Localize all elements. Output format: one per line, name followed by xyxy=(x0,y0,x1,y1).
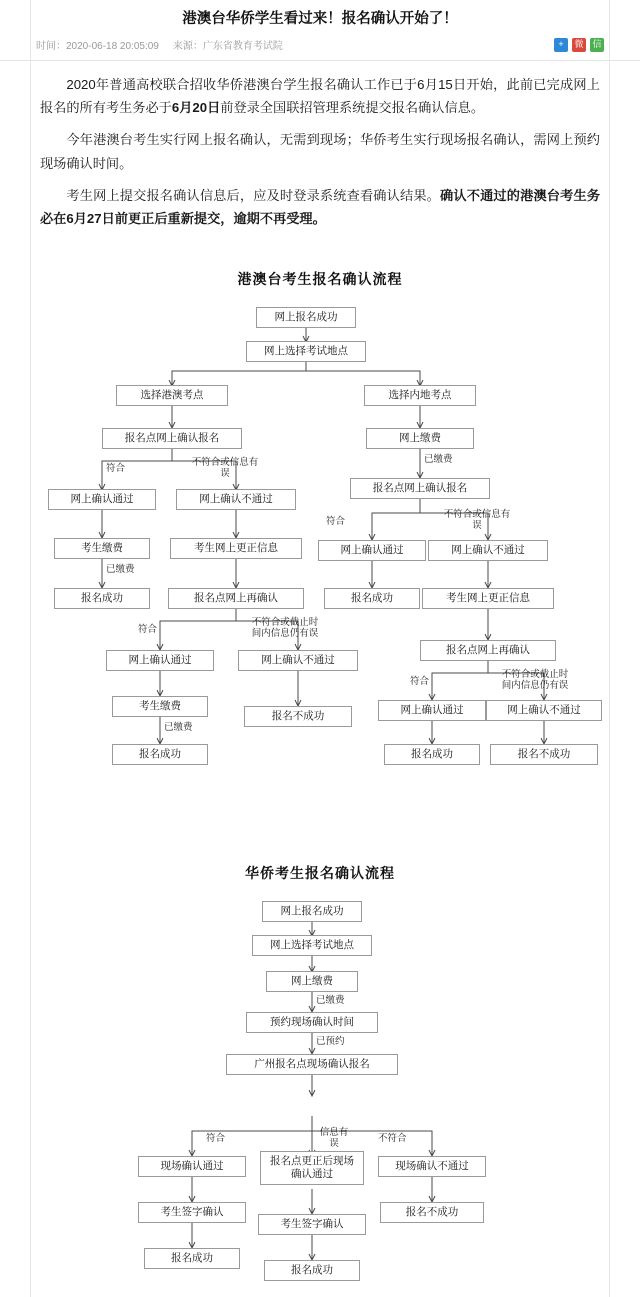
flow-edge-label: 符合 xyxy=(326,515,346,527)
flow-edge-label: 已预约 xyxy=(316,1035,345,1047)
wechat-share-icon[interactable]: 信 xyxy=(590,38,604,52)
flow-node: 网上报名成功 xyxy=(262,901,362,922)
flow-node: 报名成功 xyxy=(54,588,150,609)
flow-node: 考生缴费 xyxy=(54,538,150,559)
flow-node: 网上缴费 xyxy=(266,971,358,992)
flow-node: 现场确认不通过 xyxy=(378,1156,486,1177)
flow-node: 网上缴费 xyxy=(366,428,474,449)
weibo-share-icon[interactable]: 微 xyxy=(572,38,586,52)
flow-node: 报名成功 xyxy=(264,1260,360,1281)
flow-one-title: 港澳台考生报名确认流程 xyxy=(237,270,403,287)
flow-node: 网上选择考试地点 xyxy=(252,935,372,956)
publish-time: 时间：2020-06-18 20:05:09 xyxy=(36,41,159,53)
flow-one-canvas xyxy=(20,299,620,839)
flow-node: 报名点更正后现场确认通过 xyxy=(260,1151,364,1185)
flow-node: 网上确认通过 xyxy=(48,489,156,510)
flow-node: 报名成功 xyxy=(112,744,208,765)
share-plus-icon[interactable]: + xyxy=(554,38,568,52)
flow-node: 报名点网上再确认 xyxy=(168,588,304,609)
flow-edge-label: 已缴费 xyxy=(316,994,345,1006)
flow-edge-label: 信息有误 xyxy=(319,1126,349,1150)
flow-two-title: 华侨考生报名确认流程 xyxy=(245,864,395,881)
flow-edge-label: 不符合 xyxy=(378,1132,407,1144)
flow-node: 网上报名成功 xyxy=(256,307,356,328)
flowchart-section-two xyxy=(0,839,640,1297)
flow-edge-label: 符合 xyxy=(106,462,126,474)
flow-node: 考生签字确认 xyxy=(138,1202,246,1223)
paragraph-3: 考生网上提交报名确认信息后，应及时登录系统查看确认结果。确认不通过的港澳台考生务必在6月27日前更正后重新提交，逾期不再受理。 xyxy=(40,187,601,226)
flow-node: 预约现场确认时间 xyxy=(246,1012,378,1033)
flow-node: 考生签字确认 xyxy=(258,1214,366,1235)
page-bottom-pad xyxy=(20,1283,620,1297)
flow-node: 报名不成功 xyxy=(380,1202,484,1223)
page-title: 港澳台华侨学生看过来！报名确认开始了！ xyxy=(182,11,458,27)
share-bar xyxy=(554,38,604,52)
flow-node: 广州报名点现场确认报名 xyxy=(226,1054,398,1075)
flow-edge-label: 符合 xyxy=(410,675,430,687)
flow-edge-label: 符合 xyxy=(206,1132,226,1144)
flow-two-canvas xyxy=(20,893,620,1283)
flow-edge-label: 不符合或信息有误 xyxy=(191,456,259,480)
flow-node: 选择内地考点 xyxy=(364,385,476,406)
flow-node: 报名成功 xyxy=(384,744,480,765)
flow-edge-label: 已缴费 xyxy=(164,721,193,733)
flow-node: 选择港澳考点 xyxy=(116,385,228,406)
publish-source: 来源：广东省教育考试院 xyxy=(172,41,283,53)
flow-edge-label: 符合 xyxy=(138,623,158,635)
flow-edge-label: 不符合或截止时间内信息仍有误 xyxy=(501,668,569,692)
paragraph-1: 2020年普通高校联合招收华侨港澳台学生报名确认工作已于6月15日开始，此前已完成网上报名的所有考生务必于6月20日前登录全国联招管理系统提交报名确认信息。 xyxy=(40,77,600,116)
flow-edge-label: 已缴费 xyxy=(424,453,453,465)
flow-node: 报名点网上再确认 xyxy=(420,640,556,661)
flow-node: 网上确认不通过 xyxy=(486,700,602,721)
flow-node: 报名不成功 xyxy=(244,706,352,727)
paragraph-2: 今年港澳台考生实行网上报名确认，无需到现场；华侨考生实行现场报名确认，需网上预约现场确认时间。 xyxy=(40,132,600,171)
flowchart-section-one xyxy=(0,245,640,839)
flow-node: 报名点网上确认报名 xyxy=(102,428,242,449)
article-body xyxy=(0,61,640,245)
flow-node: 考生缴费 xyxy=(112,696,208,717)
flow-node: 网上确认不通过 xyxy=(238,650,358,671)
flow-node: 报名不成功 xyxy=(490,744,598,765)
flow-node: 网上确认通过 xyxy=(378,700,486,721)
article-meta-bar xyxy=(0,37,640,61)
flow-node: 考生网上更正信息 xyxy=(422,588,554,609)
flow-node: 报名成功 xyxy=(144,1248,240,1269)
flow-edge-label: 不符合或信息有误 xyxy=(443,508,511,532)
flow-node: 网上确认通过 xyxy=(318,540,426,561)
flow-edge-label: 已缴费 xyxy=(106,563,135,575)
flow-node: 现场确认通过 xyxy=(138,1156,246,1177)
flow-node: 网上确认不通过 xyxy=(176,489,296,510)
flow-node: 考生网上更正信息 xyxy=(170,538,302,559)
flow-node: 网上确认不通过 xyxy=(428,540,548,561)
flow-node: 网上确认通过 xyxy=(106,650,214,671)
flow-node: 网上选择考试地点 xyxy=(246,341,366,362)
flow-node: 报名成功 xyxy=(324,588,420,609)
flow-edge-label: 不符合或截止时间内信息仍有误 xyxy=(251,616,319,640)
flow-node: 报名点网上确认报名 xyxy=(350,478,490,499)
